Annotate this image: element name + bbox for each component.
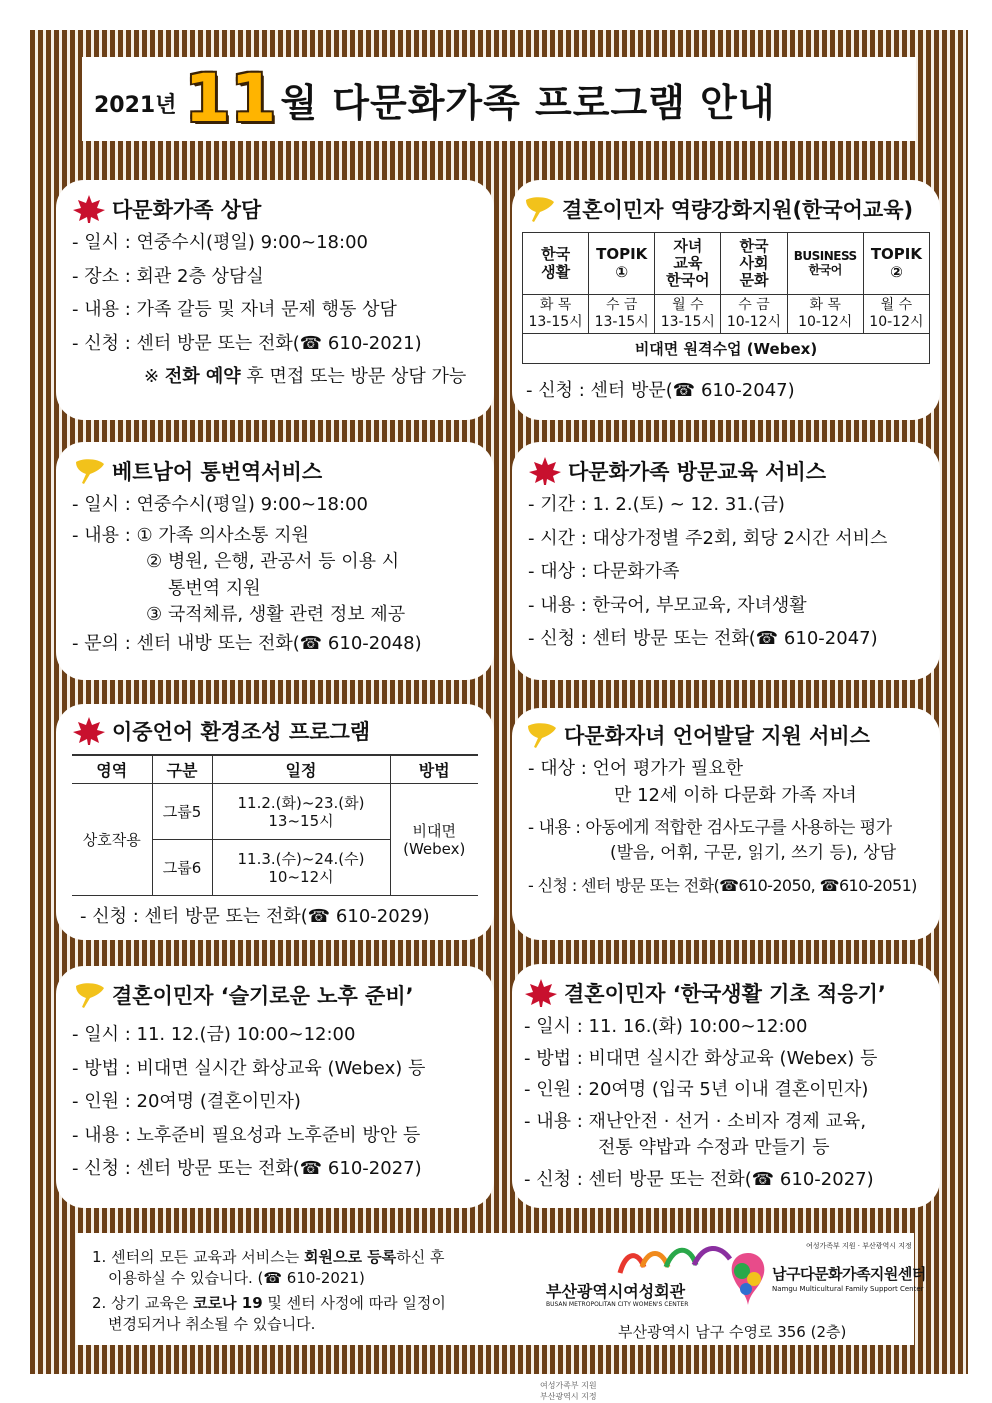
schedule-cell: 11.2.(화)~23.(화) 13~15시: [212, 784, 390, 840]
vietnam-heading: [72, 456, 478, 486]
lang-line: - 내용 : 아동에게 적합한 검사도구를 사용하는 평가: [528, 818, 892, 838]
vietnam-line: - 일시 : 연중수시(평일) 9:00~18:00: [72, 494, 368, 515]
retire-title: 결혼이민자 ‘슬기로운 노후 준비’: [112, 984, 414, 1008]
multicultural-center-logo: [726, 1241, 926, 1321]
vietnam-card: [56, 442, 494, 680]
bilingual-table: [72, 754, 478, 896]
counsel-heading: [72, 194, 478, 224]
title-text: 월 다문화가족 프로그램 안내: [280, 80, 776, 125]
lang-line: - 신청 : 센터 방문 또는 전화(☎610-2050, ☎610-2051): [528, 875, 917, 895]
bilingual-card: [56, 704, 494, 940]
visit-line: - 시간 : 대상가정별 주2회, 회당 2시간 서비스: [528, 527, 888, 549]
vietnam-line: 통번역 지원: [168, 577, 261, 599]
center-address: 부산광역시 남구 수영로 356 (2층): [618, 1323, 847, 1341]
title-month: 11: [184, 60, 277, 137]
page-title: [82, 57, 916, 141]
ginkgo-leaf-icon: [72, 980, 106, 1010]
schedule-cell: 11.3.(수)~24.(수) 10~12시: [212, 840, 390, 896]
notes-footer: [76, 1233, 926, 1345]
adapt-line: 전통 약밥과 수정과 만들기 등: [598, 1137, 830, 1158]
korean-heading: [522, 194, 930, 224]
korean-apply: - 신청 : 센터 방문(☎ 610-2047): [526, 379, 795, 401]
vietnam-line: ② 병원, 은행, 관공서 등 이용 시: [146, 551, 400, 572]
online-class-note: 비대면 원격수업 (Webex): [523, 333, 930, 363]
lang-card: [512, 708, 940, 940]
retire-card: [56, 966, 494, 1208]
retire-line: - 인원 : 20여명 (결혼이민자): [72, 1091, 301, 1112]
col-header: 방법: [390, 755, 478, 784]
retire-line: - 일시 : 11. 12.(금) 10:00~12:00: [72, 1024, 356, 1045]
vietnam-line: - 내용 : ① 가족 의사소통 지원: [72, 524, 309, 546]
ginkgo-leaf-icon: [524, 720, 558, 750]
vietnam-line: - 문의 : 센터 내방 또는 전화(☎ 610-2048): [72, 632, 422, 654]
note-1: 1. 센터의 모든 교육과 서비스는 회원으로 등록하신 후: [92, 1248, 445, 1266]
center-name: 남구다문화가족지원센터: [772, 1265, 926, 1283]
class-name: TOPIK ②: [863, 233, 929, 295]
center-name-en: Namgu Multicultural Family Support Center: [772, 1285, 924, 1293]
visit-title: 다문화가족 방문교육 서비스: [568, 460, 827, 484]
bottom-watermark: 여성가족부 지원 부산광역시 지정: [540, 1381, 597, 1401]
adapt-line: - 인원 : 20여명 (입국 5년 이내 결혼이민자): [524, 1079, 869, 1100]
note-2: 2. 상기 교육은 코로나 19 및 센터 사정에 따라 일정이: [92, 1294, 446, 1312]
col-header: 일정: [212, 755, 390, 784]
counsel-line: - 장소 : 회관 2층 상담실: [72, 265, 264, 287]
area-cell: 상호작용: [72, 784, 152, 896]
lang-title: 다문화자녀 언어발달 지원 서비스: [564, 724, 870, 748]
retire-line: - 신청 : 센터 방문 또는 전화(☎ 610-2027): [72, 1158, 422, 1179]
lang-line: (발음, 어휘, 구문, 읽기, 쓰기 등), 상담: [610, 843, 897, 864]
class-schedule: 화 목 13-15시: [523, 295, 589, 334]
center-sponsor: 여성가족부 지원 · 부산광역시 지정: [806, 1242, 912, 1250]
adapt-line: - 방법 : 비대면 실시간 화상교육 (Webex) 등: [524, 1047, 878, 1069]
lang-heading: [524, 720, 928, 750]
counsel-line: - 신청 : 센터 방문 또는 전화(☎ 610-2021): [72, 332, 422, 354]
korean-class-table: [522, 232, 930, 364]
counsel-card: [56, 180, 494, 420]
class-name: BUSINESS 한국어: [787, 233, 863, 295]
maple-leaf-icon: [72, 716, 106, 746]
class-schedule: 월 수 13-15시: [655, 295, 721, 334]
korean-title: 결혼이민자 역량강화지원(한국어교육): [562, 198, 914, 222]
bilingual-heading: [72, 716, 478, 746]
retire-line: - 내용 : 노후준비 필요성과 노후준비 방안 등: [72, 1124, 421, 1146]
class-name: TOPIK ①: [589, 233, 655, 295]
counsel-line: - 일시 : 연중수시(평일) 9:00~18:00: [72, 232, 368, 253]
visit-heading: [528, 456, 924, 486]
ginkgo-leaf-icon: [72, 456, 106, 486]
adapt-title: 결혼이민자 ‘한국생활 기초 적응기’: [564, 982, 886, 1006]
bilingual-apply: - 신청 : 센터 방문 또는 전화(☎ 610-2029): [80, 906, 430, 927]
visit-line: - 대상 : 다문화가족: [528, 561, 680, 582]
lang-line: - 대상 : 언어 평가가 필요한: [528, 758, 744, 779]
vietnam-line: ③ 국적체류, 생활 관련 정보 제공: [146, 604, 406, 625]
womens-center-name: 부산광역시여성회관: [546, 1282, 686, 1301]
note-1-cont: 이용하실 수 있습니다. (☎ 610-2021): [108, 1269, 365, 1287]
retire-line: - 방법 : 비대면 실시간 화상교육 (Webex) 등: [72, 1057, 426, 1079]
col-header: 영역: [72, 755, 152, 784]
adapt-line: - 내용 : 재난안전 · 선거 · 소비자 경제 교육,: [524, 1110, 867, 1132]
lang-line: 만 12세 이하 다문화 가족 자녀: [614, 784, 857, 806]
ginkgo-leaf-icon: [522, 194, 556, 224]
vietnam-title: 베트남어 통번역서비스: [112, 460, 323, 484]
visit-line: - 기간 : 1. 2.(토) ~ 12. 31.(금): [528, 494, 785, 515]
maple-leaf-icon: [72, 194, 106, 224]
adapt-line: - 신청 : 센터 방문 또는 전화(☎ 610-2027): [524, 1168, 874, 1190]
group-cell: 그룹5: [152, 784, 212, 840]
note-2-cont: 변경되거나 취소될 수 있습니다.: [108, 1315, 316, 1333]
visit-card: [512, 442, 940, 680]
visit-line: - 신청 : 센터 방문 또는 전화(☎ 610-2047): [528, 628, 878, 649]
class-name: 한국 사회 문화: [721, 233, 787, 295]
multicultural-center-logo-mark: [726, 1249, 770, 1309]
col-header: 구분: [152, 755, 212, 784]
visit-line: - 내용 : 한국어, 부모교육, 자녀생활: [528, 594, 807, 616]
counsel-title: 다문화가족 상담: [112, 198, 262, 222]
class-schedule: 월 수 10-12시: [863, 295, 929, 334]
group-cell: 그룹6: [152, 840, 212, 896]
maple-leaf-icon: [524, 978, 558, 1008]
class-schedule: 수 금 10-12시: [721, 295, 787, 334]
korean-card: [512, 180, 940, 420]
counsel-note: ※ 전화 예약 후 면접 또는 방문 상담 가능: [144, 366, 467, 387]
maple-leaf-icon: [528, 456, 562, 486]
womens-center-logo-mark: [616, 1243, 736, 1277]
bilingual-title: 이중언어 환경조성 프로그램: [112, 720, 371, 744]
class-name: 한국 생활: [523, 233, 589, 295]
method-cell: 비대면 (Webex): [390, 784, 478, 896]
class-schedule: 화 목 10-12시: [787, 295, 863, 334]
class-name: 자녀 교육 한국어: [655, 233, 721, 295]
womens-center-logo: [546, 1243, 736, 1317]
title-year: 2021년: [94, 92, 177, 118]
adapt-heading: [524, 978, 928, 1008]
adapt-line: - 일시 : 11. 16.(화) 10:00~12:00: [524, 1016, 808, 1037]
class-schedule: 수 금 13-15시: [589, 295, 655, 334]
adapt-card: [512, 964, 940, 1208]
counsel-line: - 내용 : 가족 갈등 및 자녀 문제 행동 상담: [72, 299, 397, 320]
retire-heading: [72, 980, 478, 1010]
womens-center-name-en: BUSAN METROPOLITAN CITY WOMEN'S CENTER: [546, 1301, 689, 1308]
